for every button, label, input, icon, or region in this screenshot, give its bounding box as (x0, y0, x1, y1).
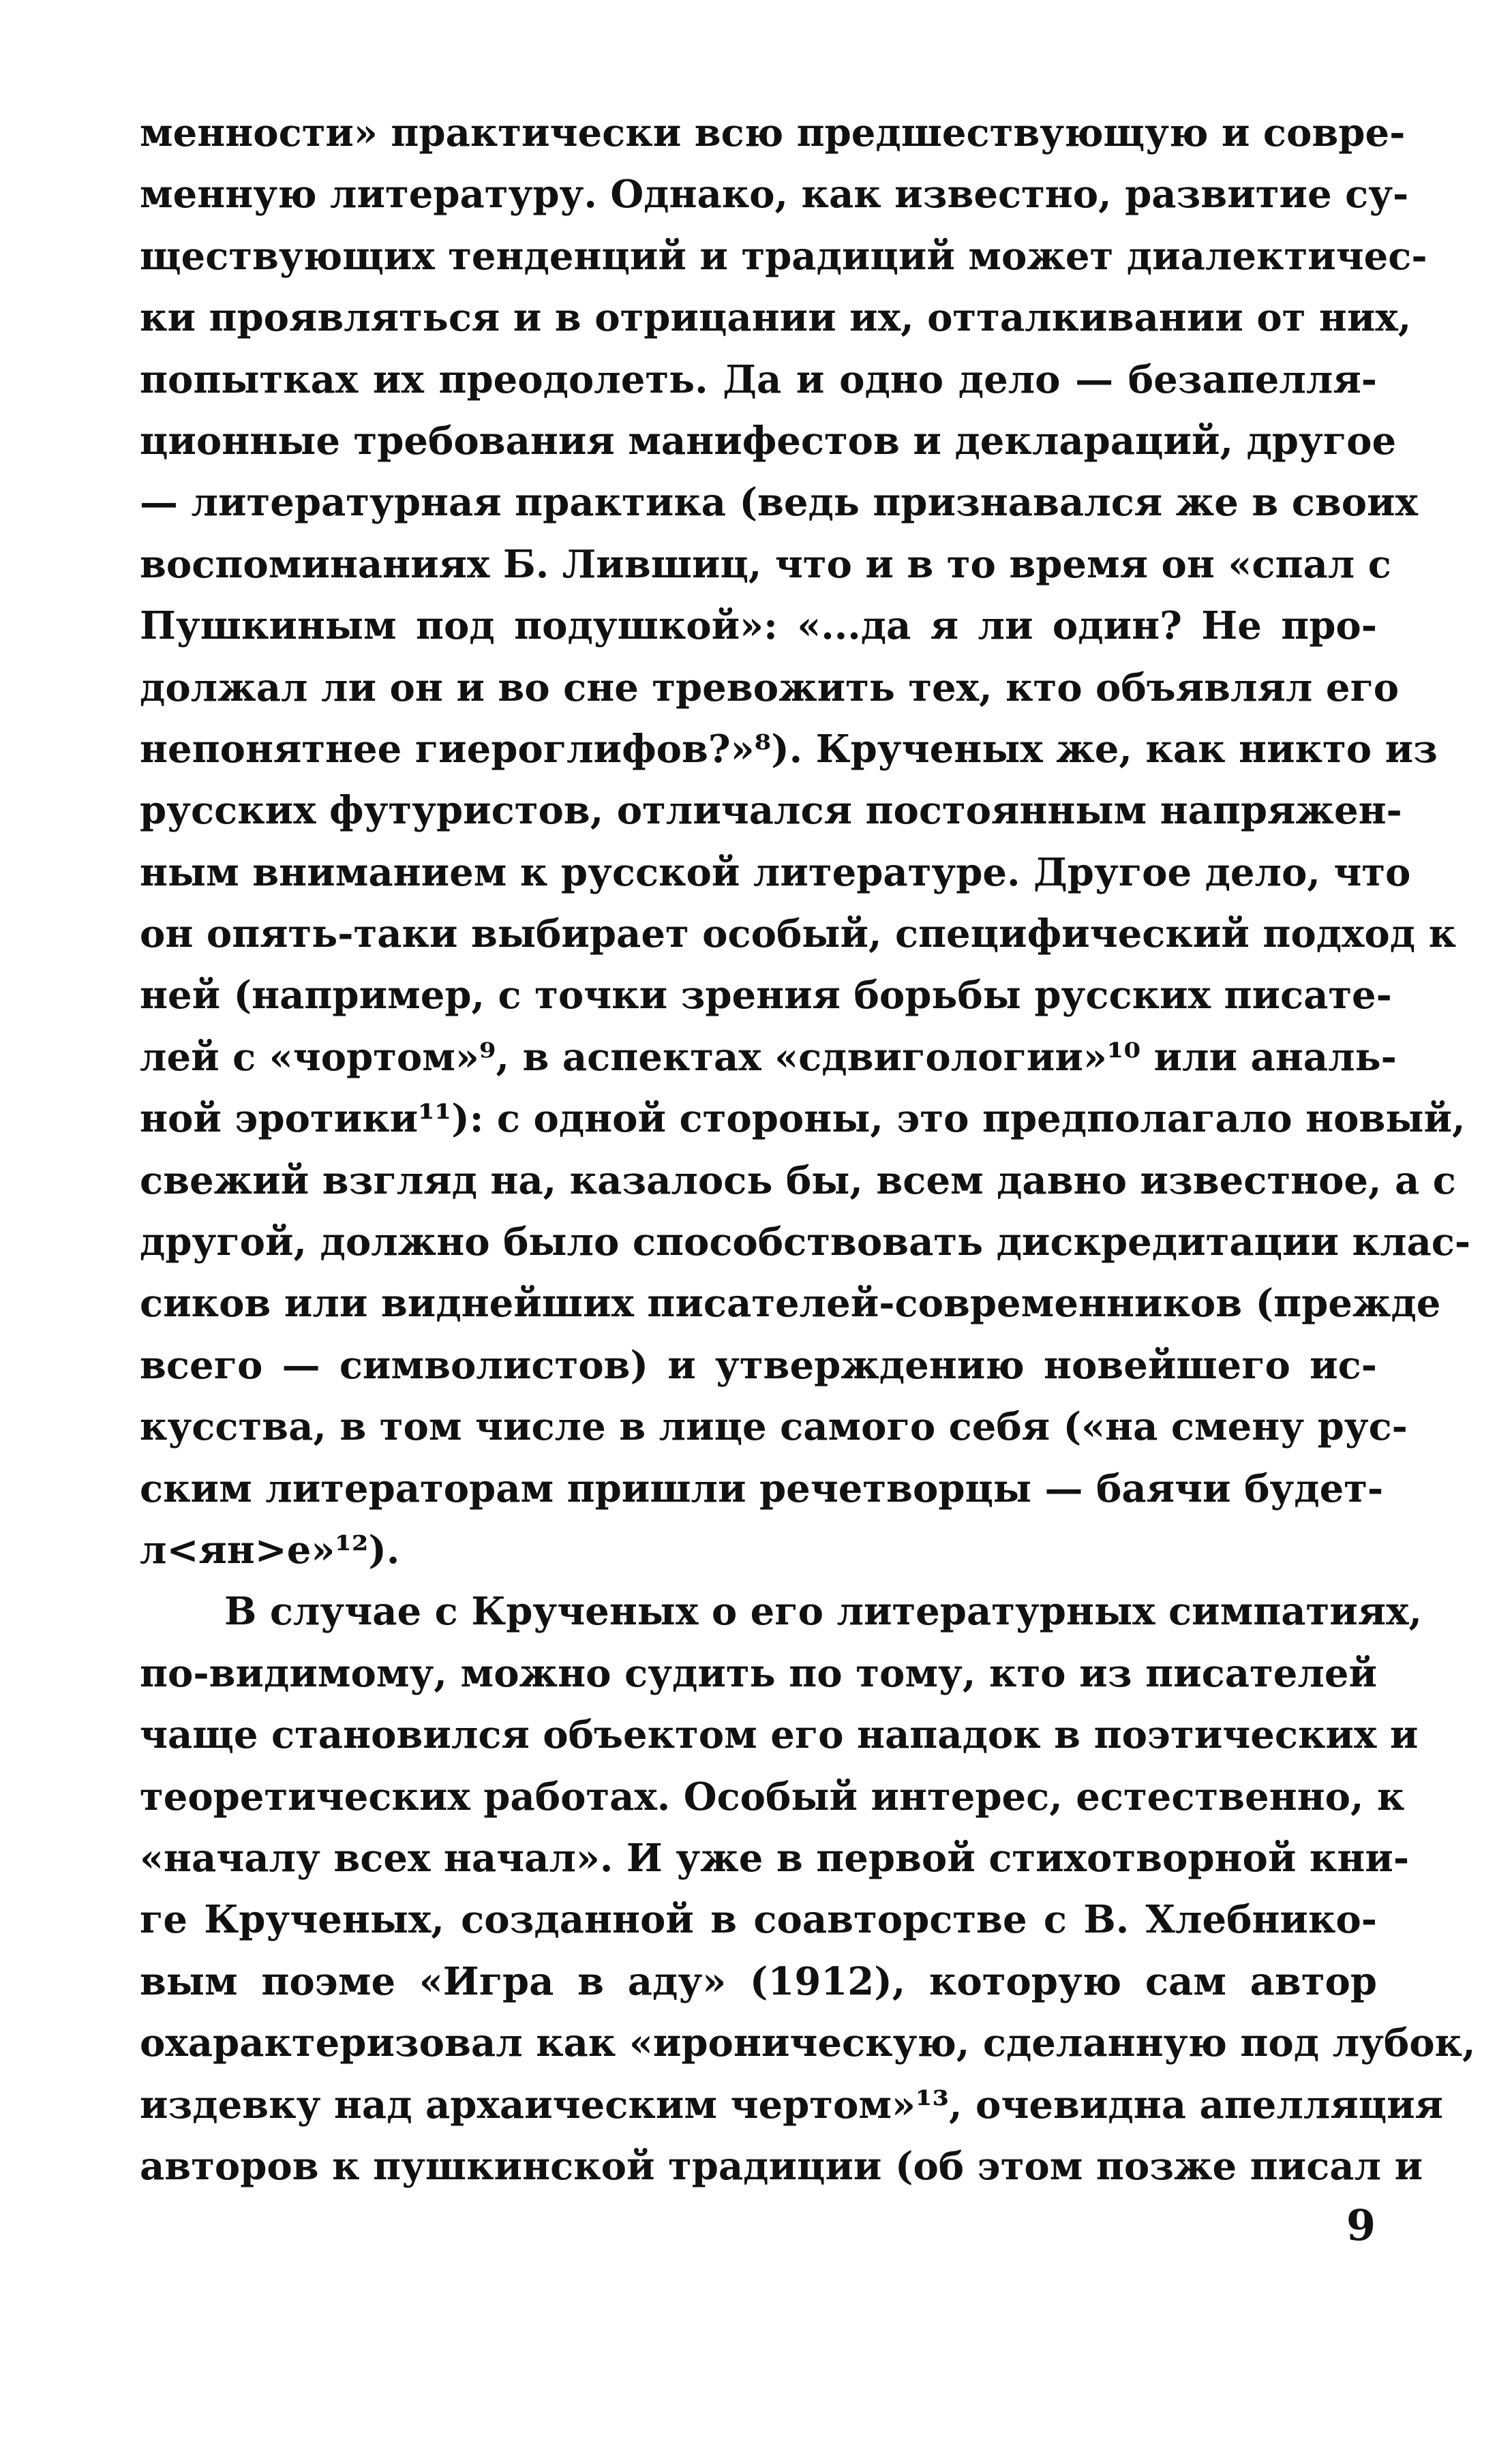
text-line: ной эротики¹¹): с одной стороны, это предполагало новый, (140, 1096, 1466, 1142)
text-line: лей с «чортом»⁹, в аспектах «сдвигологии»¹⁰ или аналь- (140, 1034, 1397, 1080)
text-line: попытках их преодолеть. Да и одно дело — безапелля- (140, 357, 1377, 402)
text-line: чаще становился объектом его нападок в поэтических и (140, 1712, 1419, 1758)
text-line: авторов к пушкинской традиции (об этом позже писал и (140, 2143, 1423, 2189)
text-line: менности» практически всю предшествующую и совре- (140, 110, 1406, 155)
text-line: всего — символистов) и утверждению новейшего ис- (140, 1342, 1377, 1388)
text-line: сиков или виднейших писателей-современников (прежде (140, 1281, 1441, 1327)
text-line: ществующих тенденций и традиций может диалектичес- (140, 233, 1427, 279)
page-number: 9 (1346, 2200, 1376, 2250)
paragraph-2 (140, 1581, 1476, 2197)
text-line: ным вниманием к русской литературе. Другое дело, что (140, 849, 1411, 895)
paragraph-1 (140, 102, 1471, 1581)
text-line: Пушкиным под подушкой»: «...да я ли один? Не про- (140, 603, 1377, 649)
text-line: ционные требования манифестов и деклараций, другое (140, 418, 1397, 464)
text-line: ге Крученых, созданной в соавторстве с В. Хлебнико- (140, 1897, 1377, 1943)
text-line: непонятнее гиероглифов?»⁸). Крученых же, как никто из (140, 726, 1438, 772)
text-line: теоретических работах. Особый интерес, естественно, к (140, 1774, 1405, 1819)
text-line: должал ли он и во сне тревожить тех, кто объявлял его (140, 665, 1400, 710)
page-body (140, 102, 1476, 2352)
text-line: ней (например, с точки зрения борьбы русских писате- (140, 973, 1392, 1018)
text-line: ки проявляться и в отрицании их, отталкивании от них, (140, 295, 1412, 341)
text-line: по-видимому, можно судить по тому, кто из писателей (140, 1650, 1377, 1696)
text-line: русских футуристов, отличался постоянным напряжен- (140, 788, 1402, 834)
text-line: — литературная практика (ведь признавался же в своих (140, 480, 1419, 526)
text-line: л<ян>е»¹²). (140, 1527, 400, 1573)
text-line: ским литераторам пришли речетворцы — баячи будет- (140, 1466, 1384, 1511)
text-line: «началу всех начал». И уже в первой стихотворной кни- (140, 1835, 1410, 1881)
text-line: охарактеризовал как «ироническую, сделанную под лубок, (140, 2020, 1476, 2066)
text-line: воспоминаниях Б. Лившиц, что и в то время он «спал с (140, 541, 1391, 587)
text-line: он опять-таки выбирает особый, специфический подход к (140, 911, 1457, 957)
text-line: В случае с Крученых о его литературных симпатиях, (224, 1589, 1422, 1635)
text-line: издевку над архаическим чертом»¹³, очевидна апелляция (140, 2082, 1444, 2127)
text-line: другой, должно было способствовать дискредитации клас- (140, 1220, 1471, 1265)
text-line: свежий взгляд на, казалось бы, всем давно известное, а с (140, 1157, 1456, 1203)
text-line: кусства, в том числе в лице самого себя («на смену рус- (140, 1404, 1408, 1450)
text-line: менную литературу. Однако, как известно, развитие су- (140, 172, 1409, 217)
text-line: вым поэме «Игра в аду» (1912), которую сам автор (140, 1958, 1377, 2004)
